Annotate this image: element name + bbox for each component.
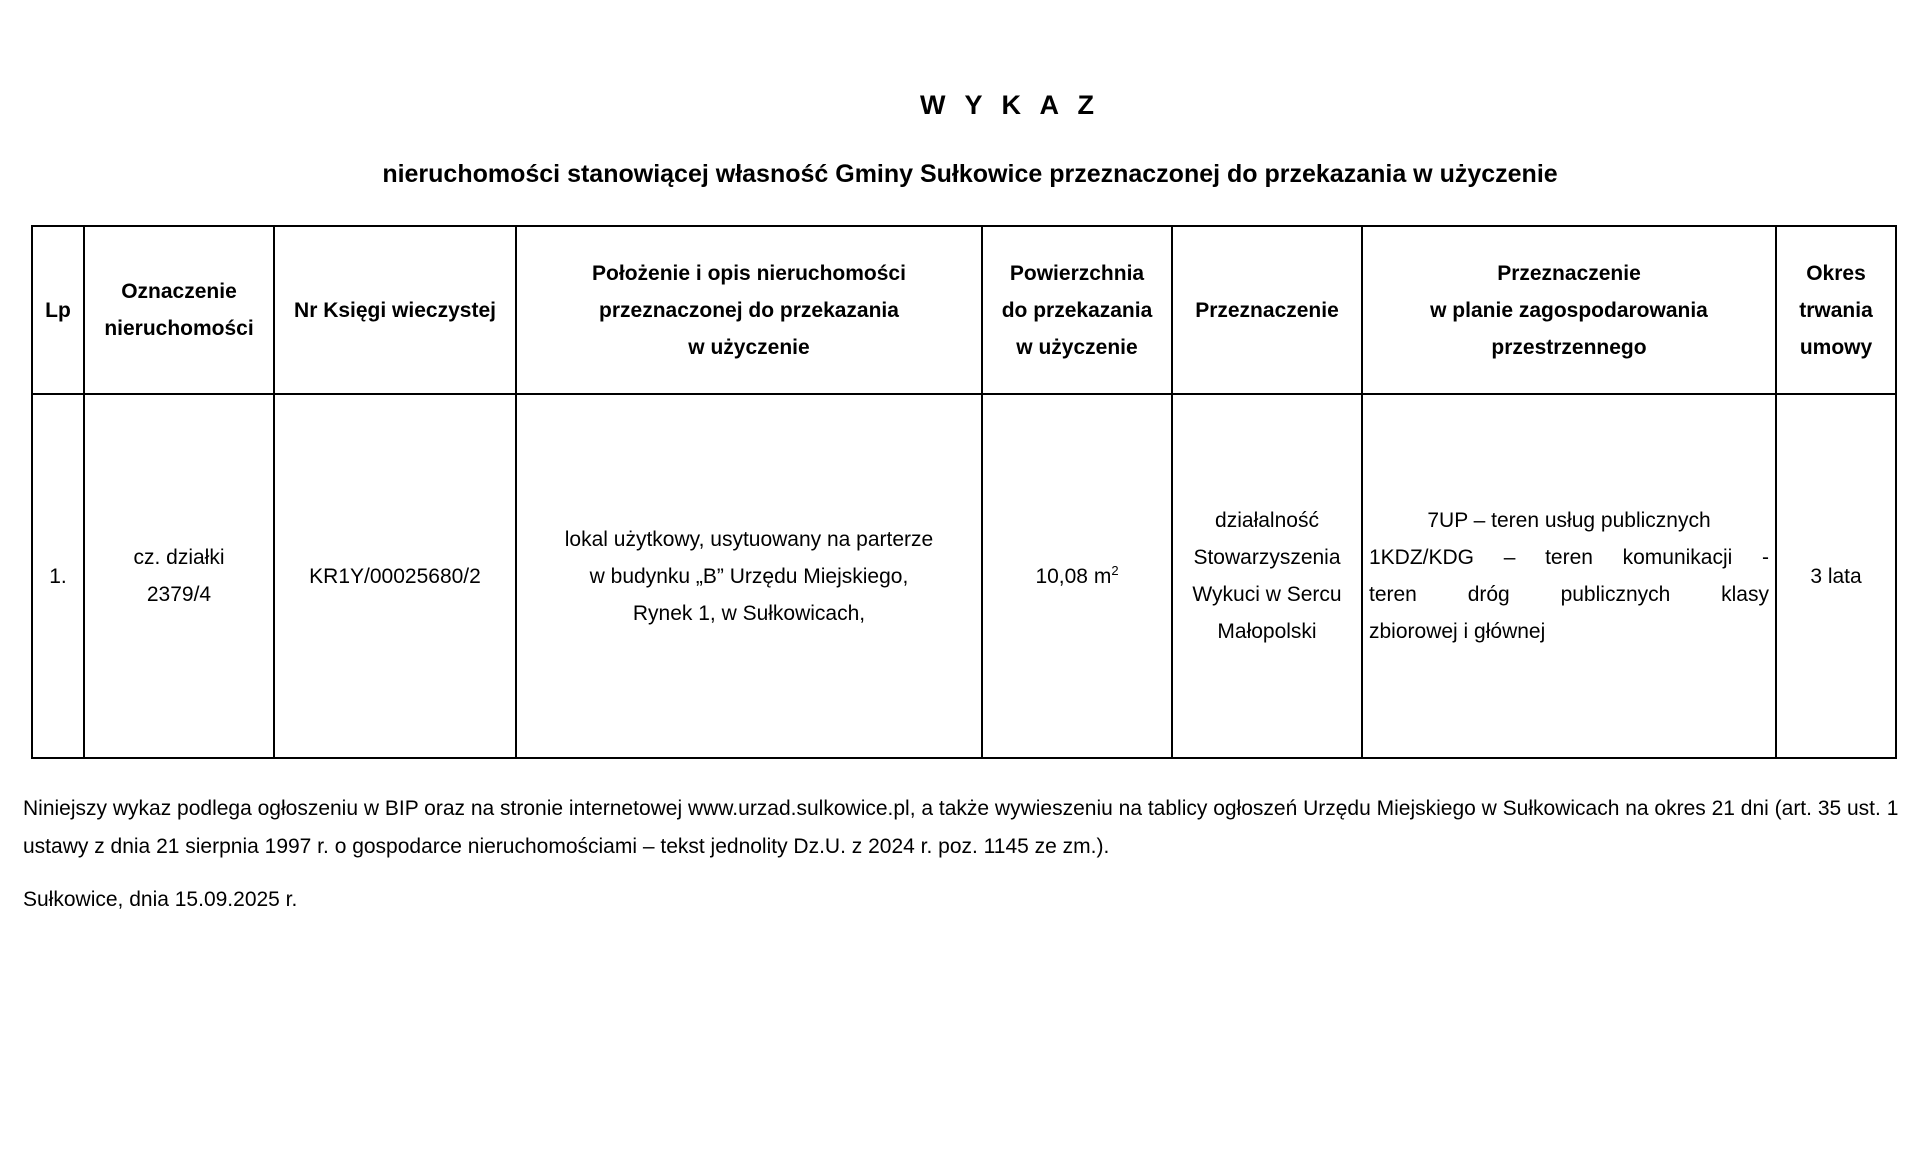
header-plan: Przeznaczenie w planie zagospodarowania przestrzennego [1362, 226, 1776, 394]
cell-lp: 1. [32, 394, 84, 758]
table-header-row [32, 226, 1896, 394]
area-unit-exponent: 2 [1111, 562, 1119, 578]
plan-line-4: zbiorowej i głównej [1369, 620, 1546, 643]
plan-line-1: 7UP – teren usług publicznych [1427, 509, 1711, 532]
plan-line-3: teren dróg publicznych klasy [1369, 583, 1769, 606]
header-ksiega: Nr Księgi wieczystej [274, 226, 516, 394]
cell-okres: 3 lata [1776, 394, 1896, 758]
cell-powierzchnia [982, 394, 1172, 758]
header-przeznaczenie: Przeznaczenie [1172, 226, 1362, 394]
cell-plan [1362, 394, 1776, 758]
cell-przeznaczenie: działalność Stowarzyszenia Wykuci w Sercu Małopolski [1172, 394, 1362, 758]
header-okres: Okres trwania umowy [1776, 226, 1896, 394]
area-value: 10,08 m [1035, 564, 1112, 588]
cell-oznaczenie: cz. działki 2379/4 [84, 394, 274, 758]
property-table [31, 225, 1897, 759]
document-title: W Y K A Z [919, 90, 1100, 120]
table-row [32, 394, 1896, 758]
header-powierzchnia: Powierzchnia do przekazania w użyczenie [982, 226, 1172, 394]
plan-line-2: 1KDZ/KDG – teren komunikacji - [1369, 546, 1769, 569]
header-lp: Lp [32, 226, 84, 394]
header-polozenie: Położenie i opis nieruchomości przeznaczonej do przekazania w użyczenie [516, 226, 982, 394]
cell-ksiega: KR1Y/00025680/2 [274, 394, 516, 758]
header-oznaczenie: Oznaczenie nieruchomości [84, 226, 274, 394]
publication-note: Niniejszy wykaz podlega ogłoszeniu w BIP oraz na stronie internetowej www.urzad.sulkowice.pl, a także wywieszeniu na tablicy ogłoszeń Urzędu Miejskiego w Sułkowicach na okres 21 dni (art. 35 ust. 1 ustawy z dnia 21 sierpnia 1997 r. o gospodarce nieruchomościami – tekst jednolity Dz.U. z 2024 r. poz. 1145 ze zm.). [23, 797, 1899, 858]
document-date: Sułkowice, dnia 15.09.2025 r. [23, 888, 298, 911]
document-subtitle: nieruchomości stanowiącej własność Gminy Sułkowice przeznaczonej do przekazania w użyczenie [382, 160, 1558, 188]
cell-polozenie: lokal użytkowy, usytuowany na parterze w budynku „B” Urzędu Miejskiego, Rynek 1, w Sułkowicach, [516, 394, 982, 758]
